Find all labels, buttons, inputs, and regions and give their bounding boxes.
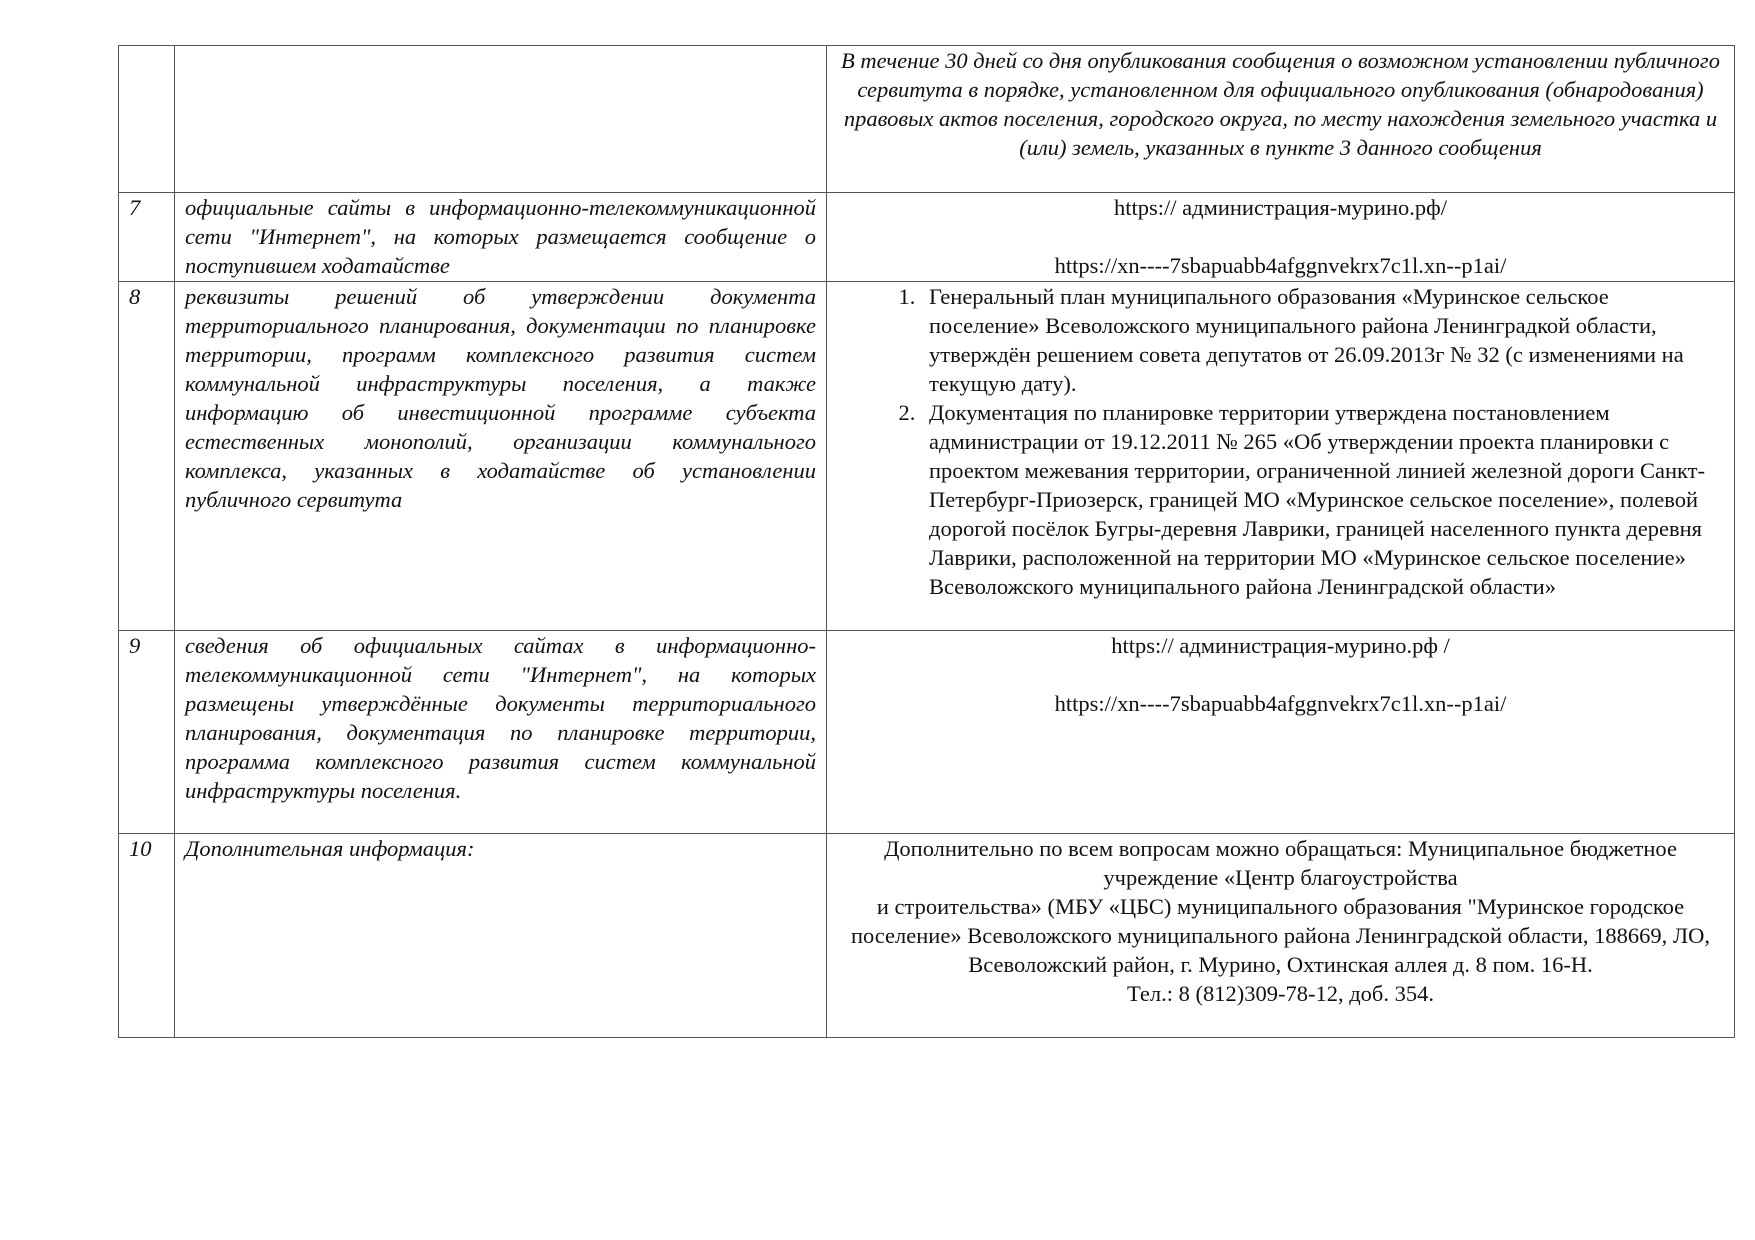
contact-address: и строительства» (МБУ «ЦБС) муниципального образования "Муринское городское поселение» Всеволожского муниципального района Ленинградской области, 188669, ЛО, Всеволожский район, г. Мурино, Охтинская аллея д. 8 пом. 16-Н. (850, 894, 1711, 977)
row-description (175, 46, 827, 193)
row-number: 7 (119, 193, 175, 282)
contact-organization: Дополнительно по всем вопросам можно обращаться: Муниципальное бюджетное учреждение «Центр благоустройства (884, 836, 1677, 890)
row-value (827, 282, 1735, 631)
table-row (119, 631, 1735, 834)
spacer (837, 660, 1724, 689)
website-link-secondary[interactable]: https://xn----7sbapuabb4afggnvekrx7c1l.xn--p1ai/ (1054, 253, 1507, 278)
row-number: 9 (119, 631, 175, 834)
table-row (119, 282, 1735, 631)
row-number: 10 (119, 834, 175, 1038)
table-row (119, 193, 1735, 282)
row-value (827, 631, 1735, 834)
row-description: сведения об официальных сайтах в информационно-телекоммуникационной сети "Интернет", на которых размещены утверждённые документы территориального планирования, документация по планировке территории, программа комплексного развития систем коммунальной инфраструктуры поселения. (175, 631, 827, 834)
row-description: Дополнительная информация: (175, 834, 827, 1038)
row-number (119, 46, 175, 193)
table-row (119, 834, 1735, 1038)
row-value: В течение 30 дней со дня опубликования сообщения о возможном установлении публичного сервитута в порядке, установленном для официального опубликования (обнародования) правовых актов поселения, городского округа, по месту нахождения земельного участка и (или) земель, указанных в пункте 3 данного сообщения (827, 46, 1735, 193)
table-row (119, 46, 1735, 193)
list-item: 2. Документация по планировке территории утверждена постановлением администрации от 19.12.2011 № 265 «Об утверждении проекта планировки с проектом межевания территории, ограниченной линией железной дороги Санкт-Петербург-Приозерск, границей МО «Муринское сельское поселение», полевой дорогой посёлок Бугры-деревня Лаврики, границей населенного пункта деревня Лаврики, расположенной на территории МО «Муринское сельское поселение» Всеволожского муниципального района Ленинградской области» (921, 398, 1724, 601)
row-description: официальные сайты в информационно-телекоммуникационной сети "Интернет", на которых размещается сообщение о поступившем ходатайстве (175, 193, 827, 282)
website-link-primary[interactable]: https:// администрация-мурино.рф / (1111, 633, 1450, 658)
requisites-list (837, 282, 1724, 601)
row-description: реквизиты решений об утверждении документа территориального планирования, документации по планировке территории, программ комплексного развития систем коммунальной инфраструктуры поселения, а также информацию об инвестиционной программе субъекта естественных монополий, организации коммунального комплекса, указанных в ходатайстве об установлении публичного сервитута (175, 282, 827, 631)
list-item: 1. Генеральный план муниципального образования «Муринское сельское поселение» Всеволожского муниципального района Ленинградкой области, утверждён решением совета депутатов от 26.09.2013г № 32 (с изменениями на текущую дату). (921, 282, 1724, 398)
website-link-primary[interactable]: https:// администрация-мурино.рф/ (1114, 195, 1447, 220)
row-value (827, 834, 1735, 1038)
spacer (837, 222, 1724, 251)
website-link-secondary[interactable]: https://xn----7sbapuabb4afggnvekrx7c1l.xn--p1ai/ (1054, 691, 1507, 716)
info-table (118, 45, 1735, 1038)
row-value (827, 193, 1735, 282)
contact-phone: Тел.: 8 (812)309-78-12, доб. 354. (1127, 981, 1434, 1006)
row-number: 8 (119, 282, 175, 631)
